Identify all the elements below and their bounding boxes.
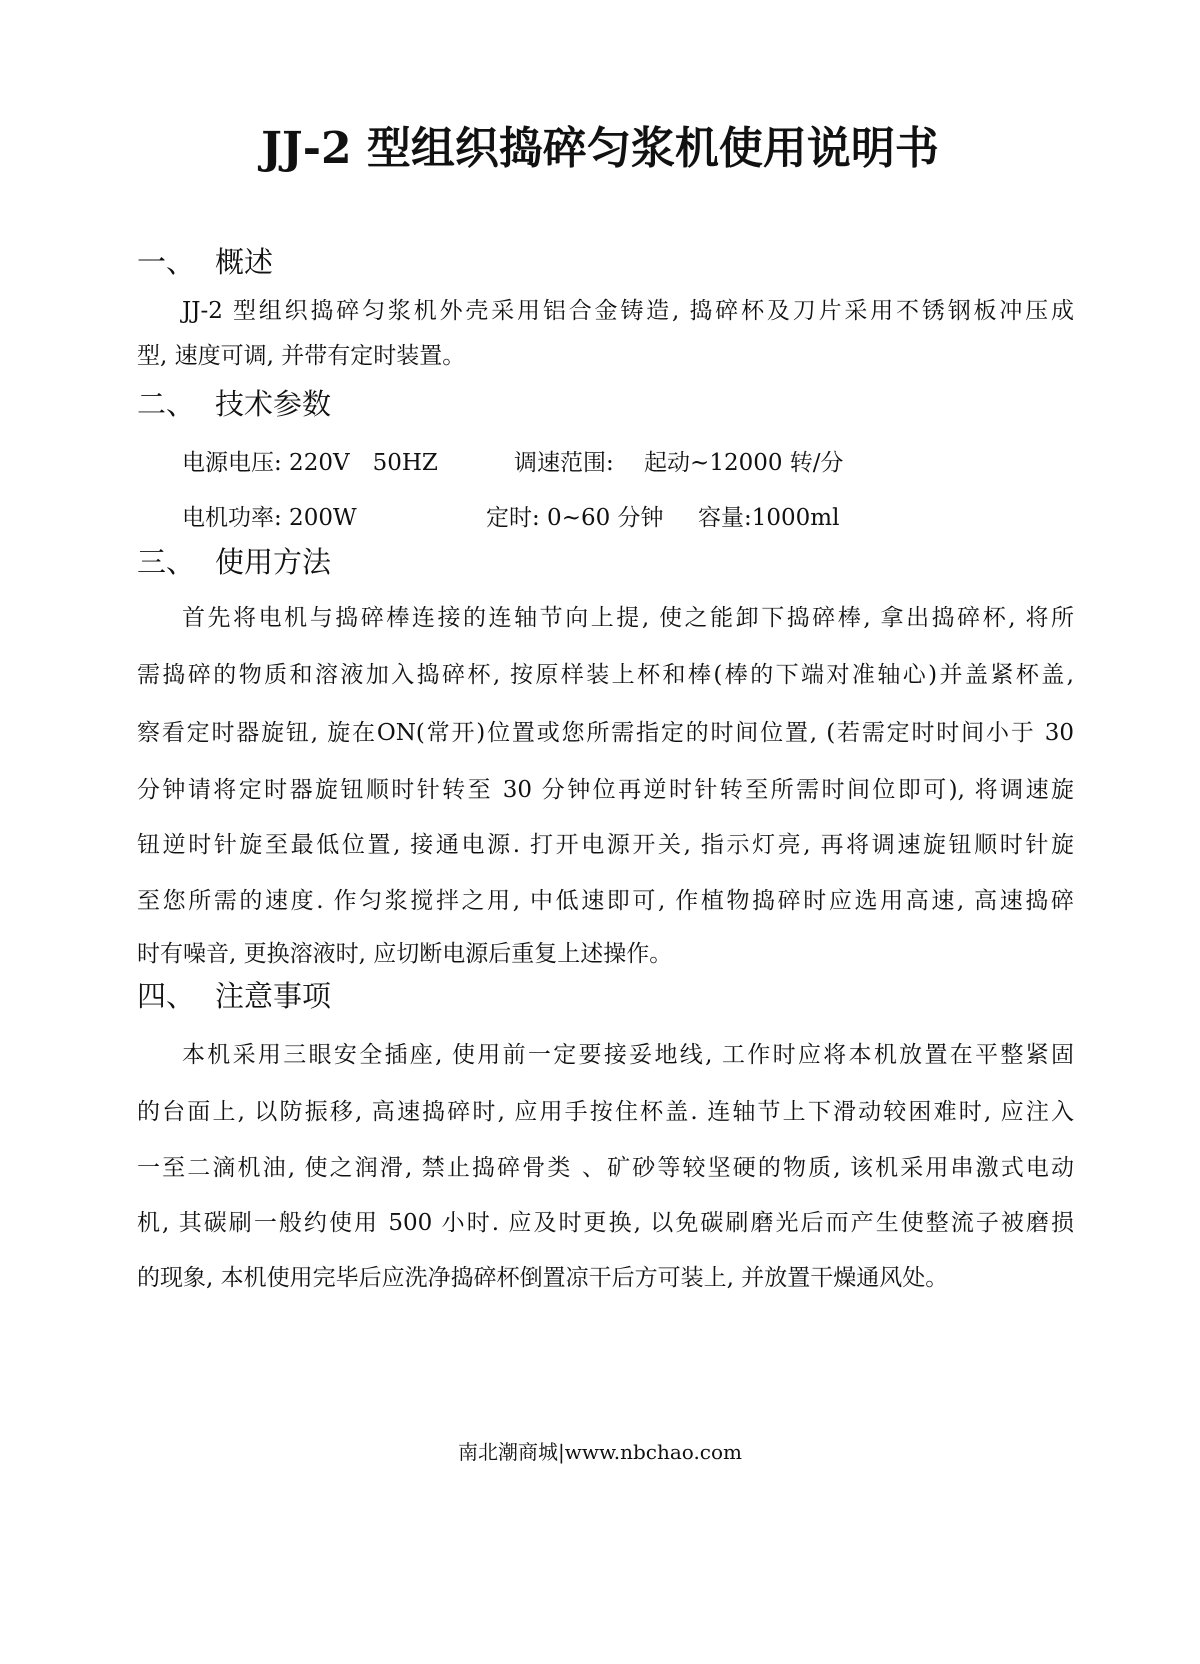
- paragraph-line: 的台面上, 以防振移, 高速捣碎时, 应用手按住杯盖. 连轴节上下滑动较困难时, 应注入: [137, 1099, 1074, 1125]
- section-title: 技术参数: [215, 387, 332, 421]
- section-number: 一、: [137, 245, 196, 279]
- section-heading-notes: [137, 974, 331, 1015]
- paragraph-line: 至您所需的速度. 作匀浆搅拌之用, 中低速即可, 作植物捣碎时应选用高速, 高速捣碎: [137, 888, 1074, 914]
- section-heading-overview: [137, 240, 273, 281]
- paragraph-line: 察看定时器旋钮, 旋在ON(常开)位置或您所需指定的时间位置, (若需定时时间小于 30: [137, 720, 1074, 746]
- spec-capacity: 容量:1000ml: [698, 505, 840, 531]
- section-heading-usage: [137, 540, 331, 581]
- paragraph-line: 的现象, 本机使用完毕后应洗净捣碎杯倒置凉干后方可装上, 并放置干燥通风处。: [137, 1265, 949, 1291]
- section-title: 概述: [215, 245, 274, 279]
- spec-timer: 定时: 0~60 分钟: [486, 505, 664, 531]
- paragraph-line: 本机采用三眼安全插座, 使用前一定要接妥地线, 工作时应将本机放置在平整紧固: [182, 1042, 1074, 1068]
- section-title: 注意事项: [215, 979, 332, 1013]
- section-number: 三、: [137, 545, 196, 579]
- document-title: JJ-2 型组织捣碎匀浆机使用说明书: [261, 123, 939, 174]
- section-title: 使用方法: [215, 545, 332, 579]
- spec-power: 电机功率: 200W: [182, 505, 357, 531]
- paragraph-line: JJ-2 型组织捣碎匀浆机外壳采用铝合金铸造, 捣碎杯及刀片采用不锈钢板冲压成: [182, 298, 1074, 324]
- page-footer: 南北潮商城|www.nbchao.com: [457, 1440, 743, 1464]
- paragraph-line: 机, 其碳刷一般约使用 500 小时. 应及时更换, 以免碳刷磨光后而产生使整流子被磨损: [137, 1210, 1074, 1236]
- paragraph-line: 型, 速度可调, 并带有定时装置。: [137, 343, 466, 369]
- section-number: 二、: [137, 387, 196, 421]
- section-heading-specs: [137, 382, 331, 423]
- spec-voltage: 电源电压: 220V 50HZ: [182, 450, 438, 476]
- paragraph-line: 需捣碎的物质和溶液加入捣碎杯, 按原样装上杯和棒(棒的下端对准轴心)并盖紧杯盖,: [137, 662, 1074, 688]
- section-number: 四、: [137, 979, 196, 1013]
- paragraph-line: 首先将电机与捣碎棒连接的连轴节向上提, 使之能卸下捣碎棒, 拿出捣碎杯, 将所: [182, 605, 1074, 631]
- paragraph-line: 时有噪音, 更换溶液时, 应切断电源后重复上述操作。: [137, 941, 673, 967]
- paragraph-line: 分钟请将定时器旋钮顺时针转至 30 分钟位再逆时针转至所需时间位即可), 将调速旋: [137, 777, 1074, 803]
- paragraph-line: 钮逆时针旋至最低位置, 接通电源. 打开电源开关, 指示灯亮, 再将调速旋钮顺时针旋: [137, 832, 1074, 858]
- paragraph-line: 一至二滴机油, 使之润滑, 禁止捣碎骨类 、矿砂等较坚硬的物质, 该机采用串激式电动: [137, 1155, 1074, 1181]
- spec-speed-range: 调速范围: 起动~12000 转/分: [514, 450, 844, 476]
